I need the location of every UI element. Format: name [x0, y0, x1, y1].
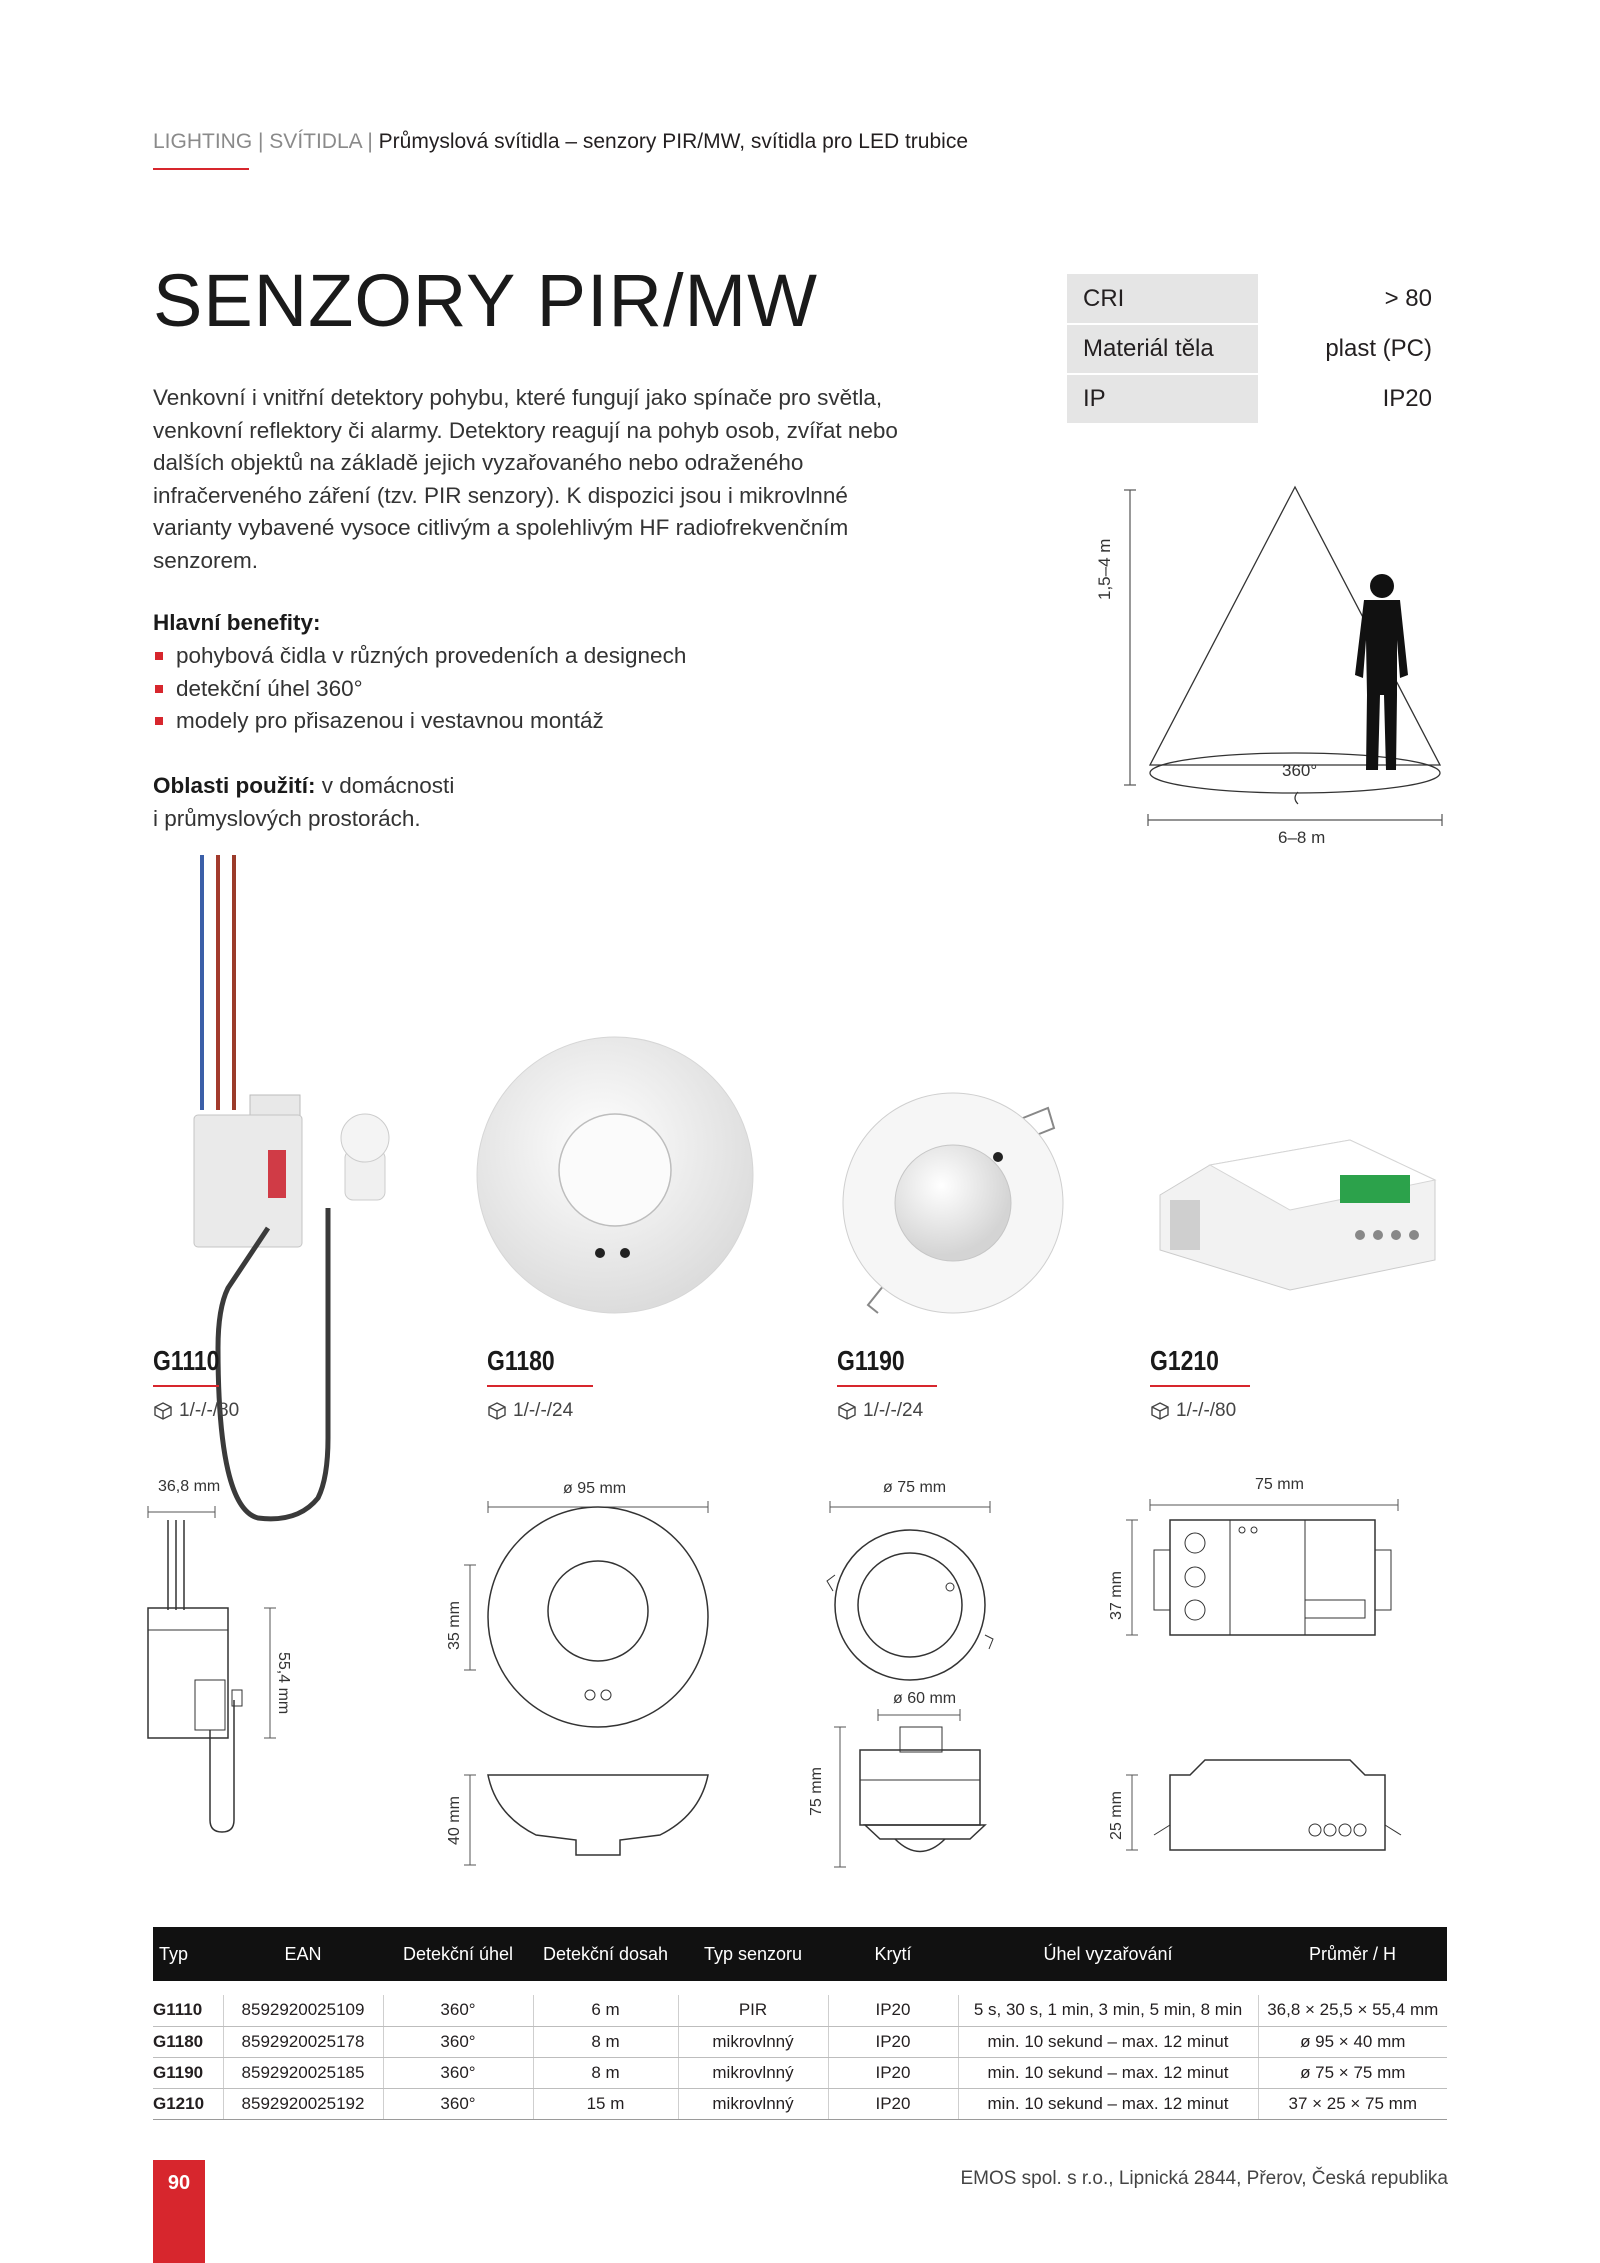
angle-label: 360°	[1282, 761, 1318, 780]
width-label: 6–8 m	[1278, 828, 1326, 847]
page-number: 90	[167, 2172, 191, 2194]
product-name: G1190	[837, 1345, 905, 1376]
usage-line1: v domácnosti	[315, 773, 455, 798]
product-pack	[153, 1400, 239, 1422]
table-cell: 8592920025178	[223, 2026, 383, 2057]
intro-text: Venkovní i vnitřní detektory pohybu, které fungují jako spínače pro světla, venkovní reflektory či alarmy. Detektory reagují na pohyb osob, zvířat nebo dalších objektů na základě jejich vyzařovaného nebo odraženého infračerveného záření (tzv. PIR senzory). K dispozici jsou i mikrovlnné varianty vybavené vysoce citlivým a spolehlivým HF radiofrekvenčním senzorem.	[153, 385, 898, 573]
table-row	[153, 2088, 1447, 2119]
spec-value: > 80	[1258, 274, 1448, 324]
table-cell: 360°	[383, 2088, 533, 2119]
page-title: SENZORY PIR/MW	[153, 259, 819, 342]
table-cell: ø 75 × 75 mm	[1258, 2057, 1447, 2088]
table-cell: 8592920025185	[223, 2057, 383, 2088]
g1210-side-label: 37 mm	[1108, 1571, 1125, 1620]
height-label: 1,5–4 m	[1095, 538, 1114, 600]
spec-value: IP20	[1258, 374, 1448, 424]
product-underline	[1150, 1385, 1250, 1387]
table-cell: min. 10 sekund – max. 12 minut	[958, 2026, 1258, 2057]
box-icon	[487, 1401, 507, 1421]
spec-row	[1067, 324, 1448, 374]
table-row	[153, 1995, 1447, 2026]
header-sensor: Typ senzoru	[678, 1927, 828, 1981]
product-name: G1210	[1150, 1345, 1219, 1376]
benefit-item: modely pro přisazenou i vestavnou montáž	[153, 705, 686, 738]
table-cell: 360°	[383, 2057, 533, 2088]
table-cell: mikrovlnný	[678, 2088, 828, 2119]
table-cell: G1110	[153, 1995, 223, 2026]
person-silhouette	[1355, 574, 1408, 770]
g1210-product-image	[1150, 1120, 1450, 1300]
usage-text	[153, 770, 573, 835]
table-cell: min. 10 sekund – max. 12 minut	[958, 2057, 1258, 2088]
product-g1210	[1150, 1345, 1234, 1377]
g1210-width-label: 75 mm	[1255, 1476, 1304, 1493]
benefits-list	[153, 640, 686, 738]
usage-line2: i průmyslových prostorách.	[153, 805, 421, 831]
product-underline	[837, 1385, 937, 1387]
product-name: G1180	[487, 1345, 555, 1376]
table-cell: 8 m	[533, 2026, 678, 2057]
g1110-product-image	[150, 850, 430, 1530]
spec-row	[1067, 374, 1448, 424]
usage-label: Oblasti použití:	[153, 773, 316, 798]
benefit-item: pohybová čidla v různých provedeních a designech	[153, 640, 686, 673]
pack-info: 1/-/-/80	[179, 1400, 240, 1421]
table-cell: 8592920025192	[223, 2088, 383, 2119]
spec-key: CRI	[1067, 274, 1258, 324]
table-cell: 360°	[383, 2026, 533, 2057]
table-cell: 6 m	[533, 1995, 678, 2026]
g1180-height-label: 40 mm	[446, 1796, 463, 1845]
table-cell: G1210	[153, 2088, 223, 2119]
table-header	[153, 1927, 1447, 1981]
table-cell: 5 s, 30 s, 1 min, 3 min, 5 min, 8 min	[958, 1995, 1258, 2026]
detection-diagram	[1090, 480, 1460, 850]
product-pack	[1150, 1400, 1236, 1422]
table-row	[153, 2057, 1447, 2088]
table-cell: mikrovlnný	[678, 2057, 828, 2088]
box-icon	[153, 1401, 173, 1421]
g1180-product-image	[470, 1030, 760, 1320]
spec-key: IP	[1067, 374, 1258, 424]
pack-info: 1/-/-/24	[513, 1400, 574, 1421]
table-cell: mikrovlnný	[678, 2026, 828, 2057]
header-ip: Krytí	[828, 1927, 958, 1981]
g1210-drawing	[1120, 1495, 1410, 1870]
table-cell: G1180	[153, 2026, 223, 2057]
g1190-product-image	[828, 1085, 1078, 1325]
g1190-height-label: 75 mm	[808, 1767, 825, 1816]
pack-info: 1/-/-/80	[1176, 1400, 1237, 1421]
product-g1190	[837, 1345, 920, 1377]
breadcrumb-section: LIGHTING | SVÍTIDLA |	[153, 130, 373, 153]
table-cell: 8 m	[533, 2057, 678, 2088]
table-cell: min. 10 sekund – max. 12 minut	[958, 2088, 1258, 2119]
table-cell: 360°	[383, 1995, 533, 2026]
benefit-item: detekční úhel 360°	[153, 673, 686, 706]
product-g1180	[487, 1345, 570, 1377]
table-cell: 36,8 × 25,5 × 55,4 mm	[1258, 1995, 1447, 2026]
g1190-diameter-label: ø 75 mm	[883, 1479, 947, 1496]
header-angle: Detekční úhel	[383, 1927, 533, 1981]
table-cell: G1190	[153, 2057, 223, 2088]
product-underline	[153, 1385, 219, 1387]
table-cell: IP20	[828, 2088, 958, 2119]
product-pack	[487, 1400, 573, 1422]
g1110-height-label: 55,4 mm	[275, 1652, 292, 1715]
header-size: Průměr / H	[1258, 1927, 1447, 1981]
benefits-title: Hlavní benefity:	[153, 610, 321, 635]
spec-row	[1067, 274, 1448, 324]
header-ean: EAN	[223, 1927, 383, 1981]
product-g1110	[153, 1345, 234, 1377]
table-row	[153, 2026, 1447, 2057]
header-range: Detekční dosah	[533, 1927, 678, 1981]
spec-value: plast (PC)	[1258, 324, 1448, 374]
table-cell: IP20	[828, 1995, 958, 2026]
box-icon	[1150, 1401, 1170, 1421]
g1110-width-label: 36,8 mm	[158, 1478, 221, 1495]
table-cell: PIR	[678, 1995, 828, 2026]
header-type: Typ	[153, 1927, 223, 1981]
product-table	[153, 1927, 1447, 2120]
g1180-drawing	[460, 1495, 720, 1885]
footer-address: EMOS spol. s r.o., Lipnická 2844, Přerov, Česká republika	[960, 2168, 1448, 2189]
header-emission: Úhel vyzařování	[958, 1927, 1258, 1981]
product-pack	[837, 1400, 923, 1422]
table-cell: IP20	[828, 2026, 958, 2057]
table-cell: ø 95 × 40 mm	[1258, 2026, 1447, 2057]
g1190-drawing	[820, 1495, 1020, 1880]
g1210-height-label: 25 mm	[1108, 1791, 1125, 1840]
breadcrumb-current: Průmyslová svítidla – senzory PIR/MW, svítidla pro LED trubice	[378, 130, 969, 153]
g1180-side-label: 35 mm	[446, 1601, 463, 1650]
table-cell: 15 m	[533, 2088, 678, 2119]
table-cell: IP20	[828, 2057, 958, 2088]
box-icon	[837, 1401, 857, 1421]
table-cell: 37 × 25 × 75 mm	[1258, 2088, 1447, 2119]
spec-key: Materiál těla	[1067, 324, 1258, 374]
breadcrumb-underline	[153, 168, 249, 170]
breadcrumb	[153, 130, 968, 154]
product-underline	[487, 1385, 593, 1387]
g1180-diameter-label: ø 95 mm	[563, 1480, 627, 1497]
product-name: G1110	[153, 1345, 220, 1376]
pack-info: 1/-/-/24	[863, 1400, 924, 1421]
g1190-inner-label: ø 60 mm	[893, 1690, 957, 1707]
table-cell: 8592920025109	[223, 1995, 383, 2026]
spec-table	[1067, 274, 1448, 425]
